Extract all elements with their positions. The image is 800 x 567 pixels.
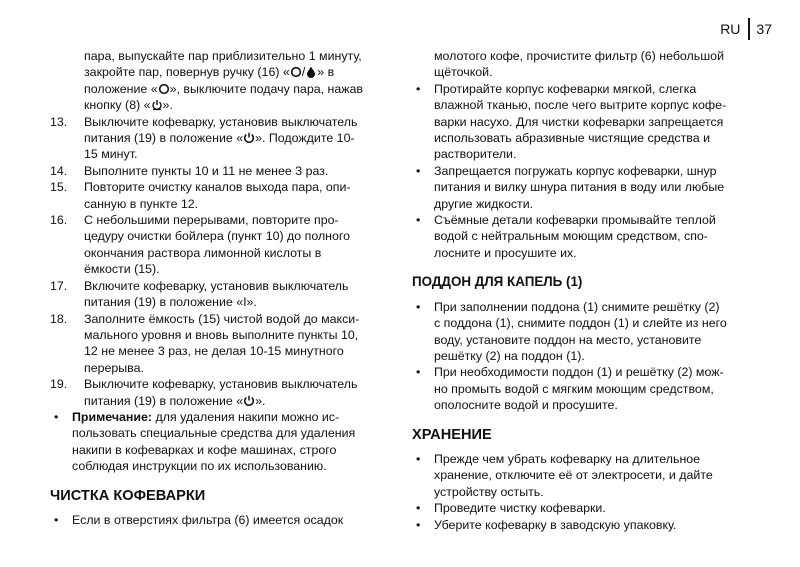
note-label: Примечание: (72, 409, 153, 424)
bullet-icon: • (416, 163, 421, 178)
bullet-icon: • (416, 451, 421, 466)
list-item: • Запрещается погружать корпус кофеварки, шнур питания и вилку шнура питания в воду или любые другие жидкости. (412, 163, 752, 212)
bullet-icon: • (416, 517, 421, 532)
section-heading: ХРАНЕНИЕ (412, 426, 492, 443)
bullet-icon: • (54, 512, 59, 527)
header-divider (748, 18, 750, 40)
section-heading: ЧИСТКА КОФЕВАРКИ (50, 487, 206, 504)
step-12-continuation: пара, выпускайте пар приблизительно 1 минуту, закройте пар, повернув ручку (16) « / » в положение « », выключите подачу пара, нажав кнопку (8) « ». (84, 49, 363, 113)
list-item: 19. Выключите кофеварку, установив выключатель питания (19) в положение « ». (50, 377, 358, 408)
right-column (412, 48, 752, 533)
list-item: • Если в отверстиях фильтра (6) имеется осадок (50, 512, 368, 528)
list-item: 16. С небольшими перерывами, повторите про- цедуру очистки бойлера (пункт 10) до полного окончания раствора лимонной кислоты в ёмкости (15). (50, 213, 351, 277)
note-item: • Примечание: для удаления накипи можно ис- пользовать специальные средства для удаления накипи в кофеварках и кофе машинах, строго соблюдая инструкции по их использованию. (50, 409, 368, 475)
bullet-icon: • (416, 299, 421, 314)
left-column (50, 48, 368, 528)
list-item: 13. Выключите кофеварку, установив выключатель питания (19) в положение « ». Подождите 10- 15 минут. (50, 114, 358, 162)
steam-off-icon (158, 83, 170, 95)
list-item: • Прежде чем убрать кофеварку на длительное хранение, отключите её от электросети, и дайте устройству остыть. (412, 451, 752, 500)
bullet-icon: • (416, 365, 421, 380)
list-item: • Проведите чистку кофеварки. (412, 500, 752, 516)
list-item: 15. Повторите очистку каналов выхода пара, опи- санную в пункте 12. (50, 180, 351, 211)
power-icon (243, 395, 255, 407)
water-drop-icon (305, 66, 317, 78)
list-item: 17. Включите кофеварку, установив выключатель питания (19) в положение «I». (50, 278, 349, 310)
list-item: 18. Заполните ёмкость (15) чистой водой до макси- мального уровня и вновь выполните пункты 10, 12 не менее 3 раз, не делая 10-15 минутного перерыва. (50, 311, 360, 375)
bullet-icon: • (416, 213, 421, 228)
list-item: • Съёмные детали кофеварки промывайте теплой водой с нейтральным моющим средством, спо- лосните и просушите их. (412, 212, 752, 261)
list-item: • Уберите кофеварку в заводскую упаковку. (412, 517, 752, 533)
list-item: • При необходимости поддон (1) и решётку (2) мож- но промыть водой с мягким моющим средством, ополосните водой и просушите. (412, 364, 752, 413)
bullet-icon: • (54, 409, 59, 424)
page-number: 37 (756, 21, 772, 37)
language-code: RU (720, 21, 741, 37)
steam-off-icon (290, 66, 302, 78)
list-item: • Протирайте корпус кофеварки мягкой, слегка влажной тканью, после чего вытрите корпус кофе- варки насухо. Для чистки кофеварки запрещается использовать абразивные чистящие средства и растворители. (412, 81, 752, 163)
steam-button-icon (151, 99, 163, 111)
bullet-icon: • (416, 501, 421, 516)
list-item: 14. Выполните пункты 10 и 11 не менее 3 раз. (50, 163, 329, 178)
power-icon (243, 132, 255, 144)
page-header (720, 18, 772, 40)
list-item: • При заполнении поддона (1) снимите решётку (2) с поддона (1), снимите поддон (1) и слейте из него воду, установите поддон на место, установите решётку (2) на поддон (1). (412, 299, 752, 365)
section-heading: ПОДДОН ДЛЯ КАПЕЛЬ (1) (412, 274, 583, 290)
bullet-continuation: молотого кофе, прочистите фильтр (6) небольшой щёточкой. (434, 49, 724, 80)
bullet-icon: • (416, 81, 421, 96)
